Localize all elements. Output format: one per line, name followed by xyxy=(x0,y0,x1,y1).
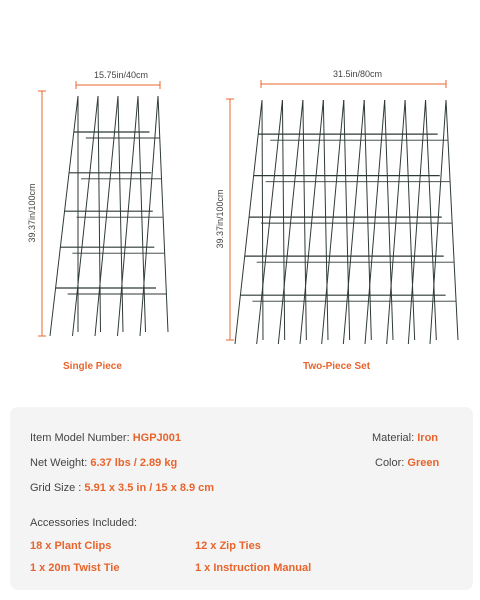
trellis-wire xyxy=(446,100,458,340)
material-value: Iron xyxy=(417,432,439,444)
double-height-dimension xyxy=(226,99,234,340)
model-number-row xyxy=(30,432,181,444)
grid-size-row xyxy=(30,482,214,494)
two-piece-caption: Two-Piece Set xyxy=(303,361,371,372)
color-row xyxy=(375,457,439,469)
grid-size-label: Grid Size : xyxy=(30,482,82,494)
model-number-value: HGPJ001 xyxy=(132,432,182,444)
accessory-item: 1 x Instruction Manual xyxy=(195,562,312,574)
net-weight-label: Net Weight: xyxy=(30,457,88,469)
trellis-wire xyxy=(257,100,283,344)
accessories-title: Accessories Included: xyxy=(30,517,137,529)
accessory-item: 18 x Plant Clips xyxy=(30,540,112,552)
trellis-wire xyxy=(322,100,344,344)
specifications-panel xyxy=(10,407,473,590)
grid-size-value: 5.91 x 3.5 in / 15 x 8.9 cm xyxy=(84,482,215,494)
accessory-item: 12 x Zip Ties xyxy=(195,540,261,552)
material-label: Material: xyxy=(372,432,415,444)
trellis-wire xyxy=(405,100,415,340)
trellis-wire xyxy=(385,100,393,340)
double-width-label: 31.5in/80cm xyxy=(333,69,383,79)
trellis-wire xyxy=(426,100,437,340)
double-height-label: 39.37in/100cm xyxy=(215,189,225,249)
two-piece-trellis-illustration xyxy=(235,100,458,344)
single-width-dimension xyxy=(76,81,160,89)
single-width-label: 15.75in/40cm xyxy=(94,70,149,80)
single-height-label: 39.37in/100cm xyxy=(27,183,37,243)
model-number-label: Item Model Number: xyxy=(30,432,130,444)
trellis-wire xyxy=(158,96,168,332)
single-piece-caption: Single Piece xyxy=(63,361,122,372)
double-width-dimension xyxy=(261,80,446,88)
net-weight-value: 6.37 lbs / 2.89 kg xyxy=(90,457,178,469)
trellis-wire xyxy=(387,100,405,344)
single-trellis-illustration xyxy=(50,96,168,336)
net-weight-row xyxy=(30,457,177,469)
trellis-wire xyxy=(278,100,303,344)
single-height-dimension xyxy=(38,91,46,336)
color-label: Color: xyxy=(375,457,405,469)
trellis-wire xyxy=(235,100,262,344)
trellis-wire xyxy=(262,100,263,340)
accessory-item: 1 x 20m Twist Tie xyxy=(30,562,120,574)
trellis-wire xyxy=(430,100,446,344)
trellis-wire xyxy=(408,100,425,344)
color-value: Green xyxy=(407,457,440,469)
material-row xyxy=(372,432,438,444)
